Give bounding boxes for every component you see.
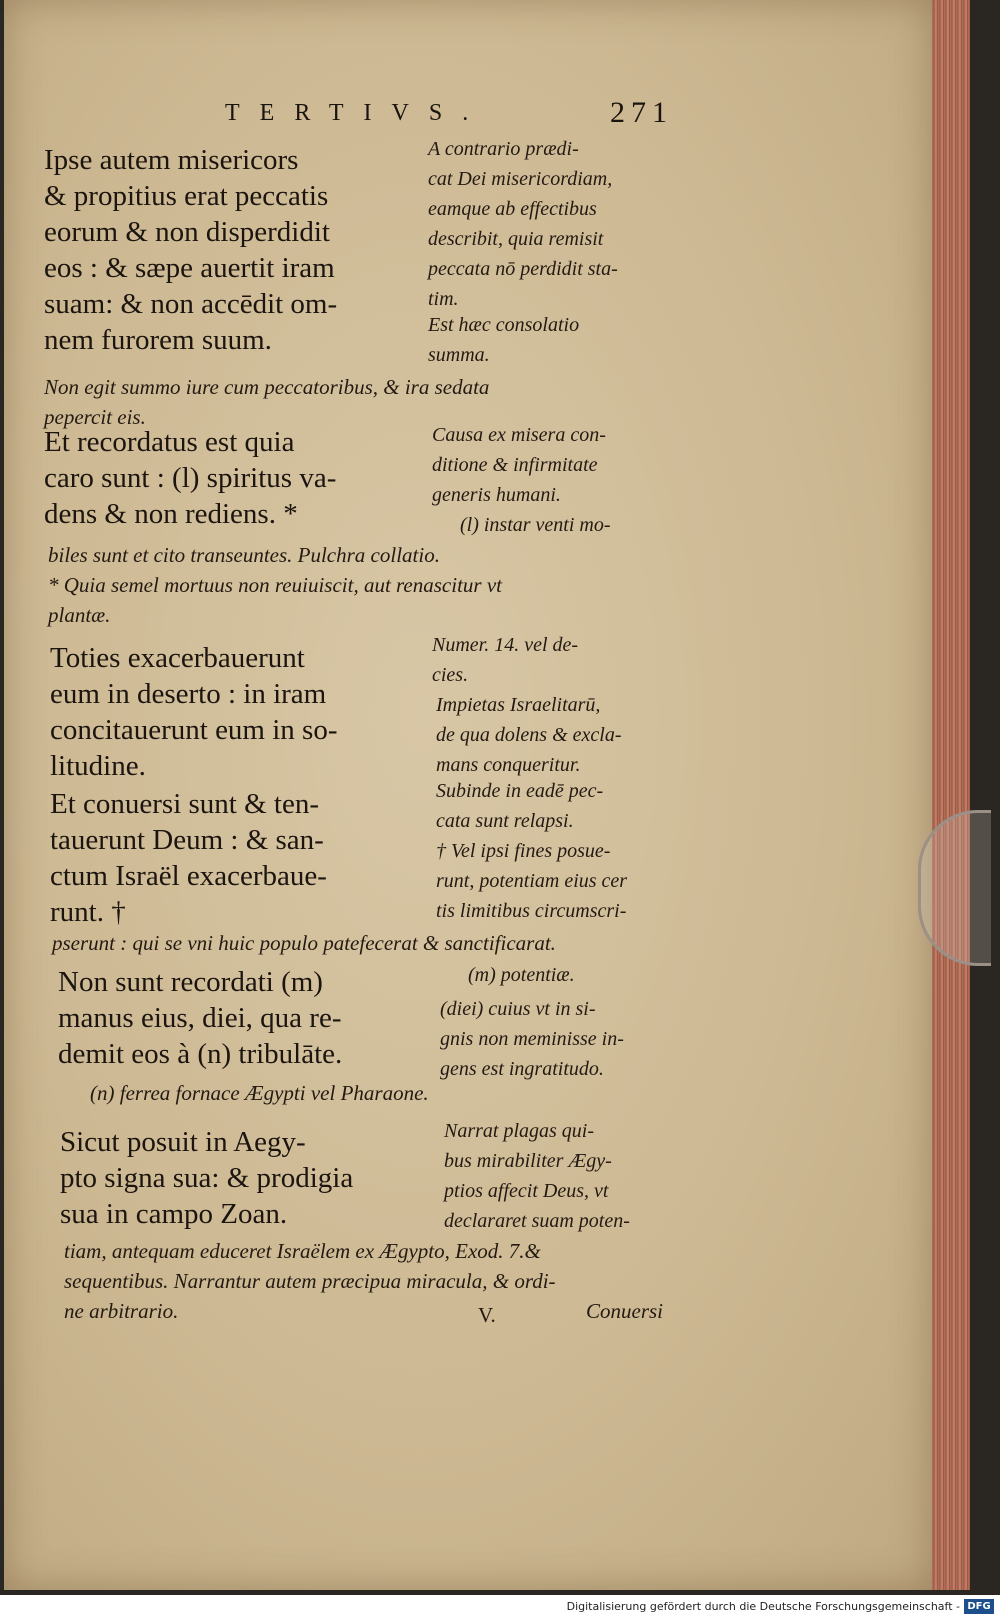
main-text-block: Ipse autem misericors & propitius erat peccatis eorum & non disperdidit eos : & sæpe auertit iram suam: & non accēdit om- nem furorem suum.	[44, 144, 338, 356]
page-edge	[932, 0, 970, 1590]
margin-note: (l) instar venti mo-	[460, 514, 611, 536]
footer-credit: Digitalisierung gefördert durch die Deutsche Forschungsgemeinschaft -	[566, 1600, 960, 1613]
commentary-block: pserunt : qui se vni huic populo patefecerat & sanctificarat.	[52, 931, 556, 955]
commentary-block: (n) ferrea fornace Ægypti vel Pharaone.	[90, 1081, 429, 1105]
running-title: TERTIVS.	[225, 100, 489, 126]
margin-note: Subinde in eadē pec- cata sunt relapsi.	[436, 780, 604, 832]
margin-note: (diei) cuius vt in si- gnis non meminisse in- gens est ingratitudo.	[440, 998, 624, 1080]
commentary-block: biles sunt et cito transeuntes. Pulchra collatio. * Quia semel mortuus non reuiuiscit, aut renascitur vt plantæ.	[48, 543, 502, 627]
main-text-block: Non sunt recordati (m) manus eius, diei, qua re- demit eos à (n) tribulāte.	[58, 966, 343, 1070]
margin-note: Narrat plagas qui- bus mirabiliter Ægy- ptios affecit Deus, vt declararet suam poten-	[444, 1120, 630, 1232]
catchword: Conuersi	[586, 1299, 664, 1323]
main-text-block: Et recordatus est quia caro sunt : (l) spiritus va- dens & non rediens. *	[44, 426, 337, 530]
page-number: 271	[610, 96, 673, 129]
margin-note: Causa ex misera con- ditione & infirmitate generis humani.	[432, 424, 606, 506]
signature-mark: V.	[478, 1303, 496, 1327]
commentary-block: Non egit summo iure cum peccatoribus, & ira sedata pepercit eis.	[44, 375, 490, 429]
dfg-logo: DFG	[964, 1599, 994, 1614]
commentary-block: tiam, antequam educeret Israëlem ex Ægypto, Exod. 7.& sequentibus. Narrantur autem præcipua miracula, & ordi- ne arbitrario.	[64, 1239, 556, 1323]
main-text-block: Sicut posuit in Aegy- pto signa sua: & prodigia sua in campo Zoan.	[60, 1126, 354, 1230]
margin-note: (m) potentiæ.	[468, 964, 575, 986]
margin-note: A contrario prædi- cat Dei misericordiam, eamque ab effectibus describit, quia remisit peccata nō perdidit sta- tim.	[428, 138, 618, 310]
page-header	[225, 96, 685, 136]
margin-note: Impietas Israelitarū, de qua dolens & excla- mans conqueritur.	[436, 694, 622, 776]
margin-note: Numer. 14. vel de- cies.	[432, 634, 579, 686]
margin-note: † Vel ipsi fines posue- runt, potentiam eius cer tis limitibus circumscri-	[436, 840, 628, 922]
margin-note: Est hæc consolatio summa.	[428, 314, 580, 366]
main-text-block: Toties exacerbauerunt eum in deserto : in iram concitauerunt eum in so- litudine.	[50, 642, 338, 782]
main-text-block: Et conuersi sunt & ten- tauerunt Deum : & san- ctum Israël exacerbaue- runt. †	[50, 788, 327, 928]
